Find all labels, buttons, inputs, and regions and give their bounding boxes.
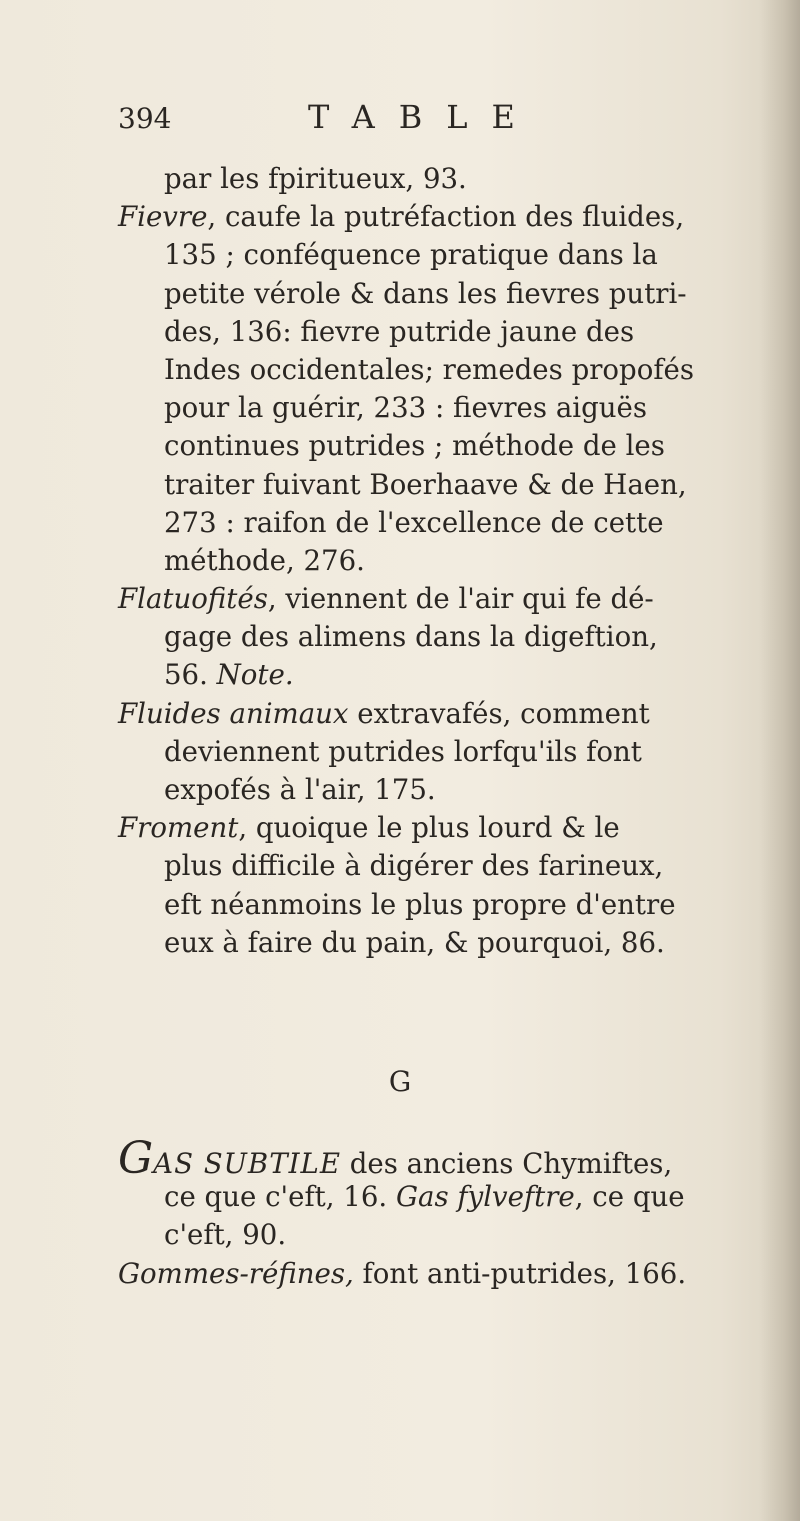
text-line: [118, 733, 788, 771]
text-run: traiter fuivant Boerhaave & de Haen,: [164, 467, 687, 501]
entry-headword: Note.: [216, 658, 294, 692]
text-line: [118, 924, 788, 962]
text-line: [118, 1178, 798, 1216]
text-run: deviennent putrides lorfqu'ils font: [164, 734, 642, 768]
entry-headword: Gommes-réfines,: [118, 1256, 354, 1290]
text-run: des, 136: fievre putride jaune des: [164, 314, 635, 348]
text-line: [118, 275, 788, 313]
text-line: [118, 389, 788, 427]
text-run: 56.: [164, 658, 217, 692]
index-entries-g: [118, 1133, 798, 1293]
entry-headword: Flatuofités: [118, 582, 268, 616]
index-entries-f: [118, 160, 788, 962]
running-title: TABLE: [308, 98, 539, 136]
text-run: eux à faire du pain, & pourquoi, 86.: [164, 925, 665, 959]
text-run: eft néanmoins le plus propre d'entre: [164, 887, 676, 921]
text-run: c'eft, 90.: [164, 1218, 287, 1252]
text-run: des anciens Chymiftes,: [340, 1147, 673, 1180]
text-line: [118, 847, 788, 885]
text-run: , quoique le plus lourd & le: [238, 811, 620, 845]
text-line: [118, 771, 788, 809]
text-line: [118, 466, 788, 504]
text-line: [118, 1216, 798, 1254]
text-run: expofés à l'air, 175.: [164, 773, 436, 806]
text-run: petite vérole & dans les fievres putri-: [164, 276, 687, 310]
text-run: par les fpiritueux, 93.: [164, 162, 467, 195]
text-run: méthode, 276.: [164, 543, 365, 577]
text-line: [118, 618, 788, 656]
entry-headword: Fluides animaux: [118, 696, 349, 730]
text-run: plus difficile à digérer des farineux,: [164, 849, 664, 883]
text-line: [118, 580, 788, 618]
text-line: [118, 695, 788, 733]
text-run: , viennent de l'air qui fe dé-: [267, 582, 654, 616]
text-line: [118, 351, 788, 389]
initial-capital: G: [118, 1133, 154, 1184]
text-line: [118, 809, 788, 847]
text-run: gage des alimens dans la digeftion,: [164, 620, 658, 654]
section-letter: G: [388, 1065, 412, 1098]
text-run: continues putrides ; méthode de les: [164, 429, 665, 463]
entry-headword: Fievre: [118, 200, 208, 234]
text-line: [118, 236, 788, 274]
text-run: Indes occidentales; remedes propofés: [164, 352, 695, 386]
text-line: [118, 656, 788, 694]
text-run: font anti-putrides, 166.: [353, 1256, 687, 1290]
text-run: extravafés, comment: [348, 696, 650, 730]
page-number: 394: [118, 102, 172, 135]
entry-headword: Gas fylveftre: [395, 1180, 575, 1214]
text-line: [118, 427, 788, 465]
text-run: AS SUBTILE: [153, 1147, 341, 1180]
text-run: , ce que: [574, 1180, 685, 1214]
text-line: [118, 160, 788, 198]
text-line: [118, 1255, 798, 1293]
text-run: 273 : raifon de l'excellence de cette: [164, 505, 664, 539]
text-run: pour la guérir, 233 : fievres aiguës: [164, 391, 648, 425]
text-line: [118, 198, 788, 236]
text-run: ce que c'eft, 16.: [164, 1180, 396, 1214]
entry-headword: Froment: [118, 811, 239, 845]
text-line: [118, 1133, 798, 1184]
text-line: [118, 313, 788, 351]
text-line: [118, 886, 788, 924]
text-run: , caufe la putréfaction des fluides,: [207, 200, 685, 234]
text-line: [118, 542, 788, 580]
text-run: 135 ; conféquence pratique dans la: [164, 238, 658, 272]
text-line: [118, 504, 788, 542]
